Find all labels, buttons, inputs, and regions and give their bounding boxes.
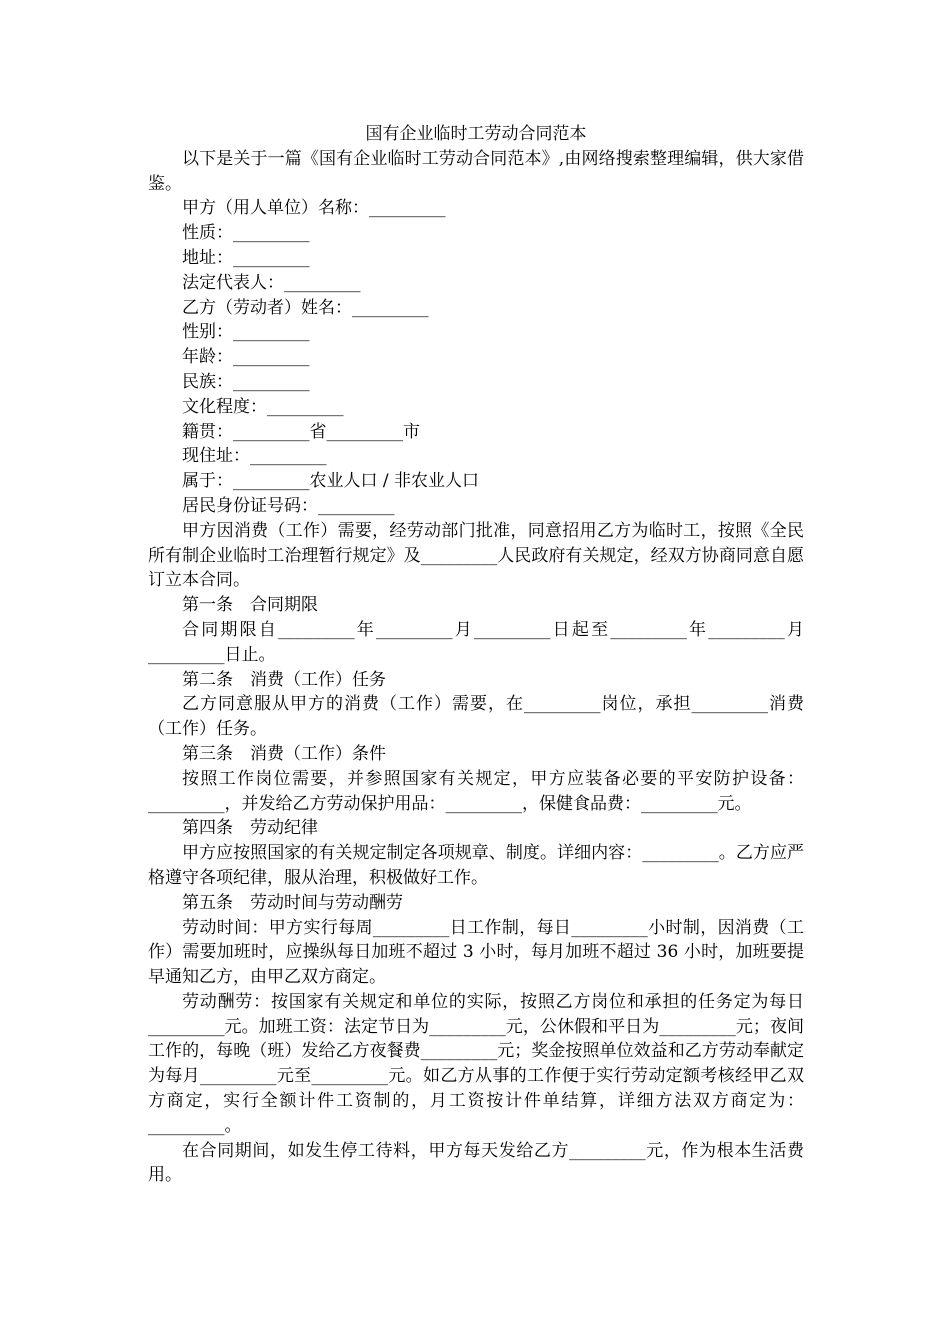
party-a-name: 甲方（用人单位）名称：_________ <box>182 198 446 219</box>
intro-paragraph: 以下是关于一篇《国有企业临时工劳动合同范本》,由网络搜索整理编辑，供大家借鉴。 <box>148 148 804 194</box>
article-5-stoppage-allowance: 在合同期间，如发生停工待料，甲方每天发给乙方_________元，作为根本生活费用。 <box>148 1140 804 1186</box>
article-5-remuneration: 劳动酬劳：按国家有关规定和单位的实际，按照乙方岗位和承担的任务定为每日_________元。加班工资：法定节日为_________元，公休假和平日为_________元；夜间工作的，每晚（班）发给乙方夜餐费_________元；奖金按照单位效益和乙方劳动奉献定为每月_________元至_________元。如乙方从事的工作便于实行劳动定额考核经甲乙双方商定，实行全额计件工资制的，月工资按计件单结算，详细方法双方商定为：_________。 <box>148 991 804 1136</box>
party-a-address: 地址：_________ <box>182 247 310 268</box>
article-3-heading: 第三条 消费（工作）条件 <box>182 743 386 764</box>
article-2-body: 乙方同意服从甲方的消费（工作）需要，在_________岗位，承担_________消费（工作）任务。 <box>148 694 804 740</box>
party-b-education: 文化程度：_________ <box>182 396 344 417</box>
document-page <box>148 122 804 1188</box>
document-body <box>148 147 804 1188</box>
article-1-heading: 第一条 合同期限 <box>182 595 318 616</box>
party-b-native-place: 籍贯：_________省_________市 <box>182 421 420 442</box>
party-b-age: 年龄：_________ <box>182 347 310 368</box>
article-2-heading: 第二条 消费（工作）任务 <box>182 669 386 690</box>
party-b-current-address: 现住址：_________ <box>182 446 327 467</box>
article-5-heading: 第五条 劳动时间与劳动酬劳 <box>182 892 403 913</box>
article-4-body: 甲方应按照国家的有关规定制定各项规章、制度。详细内容：_________。乙方应严格遵守各项纪律，服从治理，积极做好工作。 <box>148 843 804 888</box>
article-5-working-hours: 劳动时间：甲方实行每周_________日工作制，每日_________小时制，因消费（工作）需要加班时，应操纵每日加班不超过 3 小时，每月加班不超过 36 小时，加班要提早通知乙方，由甲乙双方商定。 <box>148 917 804 988</box>
article-4-heading: 第四条 劳动纪律 <box>182 818 318 839</box>
party-b-name: 乙方（劳动者）姓名：_________ <box>182 297 429 318</box>
preamble-paragraph: 甲方因消费（工作）需要，经劳动部门批准，同意招用乙方为临时工，按照《全民所有制企业临时工治理暂行规定》及_________人民政府有关规定，经双方协商同意自愿订立本合同。 <box>148 520 804 591</box>
document-title: 国有企业临时工劳动合同范本 <box>365 124 587 144</box>
party-b-gender: 性别：_________ <box>182 322 310 343</box>
article-3-body: 按照工作岗位需要，并参照国家有关规定，甲方应装备必要的平安防护设备：_________，并发给乙方劳动保护用品：_________，保健食品费：_________元。 <box>148 768 804 814</box>
party-b-ethnicity: 民族：_________ <box>182 371 310 392</box>
party-b-household-type: 属于：_________农业人口 / 非农业人口 <box>182 471 480 492</box>
legal-representative: 法定代表人：_________ <box>182 272 361 293</box>
party-b-id-number: 居民身份证号码：_________ <box>182 495 395 516</box>
article-1-body: 合同期限自_________年_________月_________日起至_________年_________月_________日止。 <box>148 619 804 665</box>
party-a-nature: 性质：_________ <box>182 223 310 244</box>
